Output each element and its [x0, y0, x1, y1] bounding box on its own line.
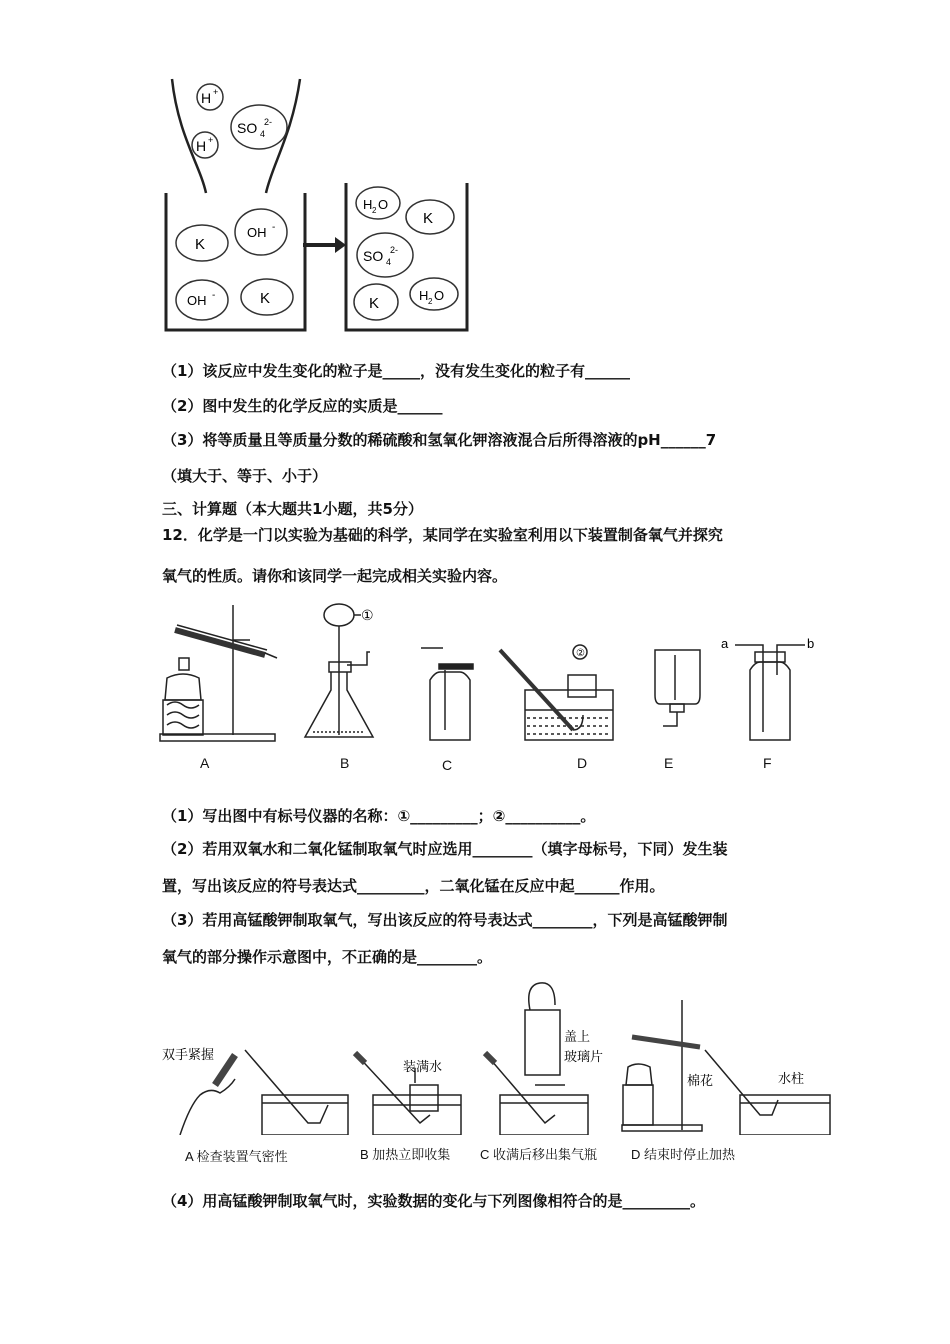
label-b: B: [340, 755, 350, 771]
op-a-label: 双手紧握: [162, 1047, 215, 1062]
apparatus-c: [421, 648, 473, 740]
b1-oh1-charge: -: [272, 222, 276, 233]
q11-part3-hint: （填大于、等于、小于）: [162, 467, 328, 485]
op-d-cotton: 棉花: [687, 1073, 714, 1088]
section-title: 三、计算题（本大题共1小题，共5分）: [162, 500, 423, 518]
op-c-label2: 玻璃片: [564, 1049, 604, 1064]
b2-h2o1-sub: 2: [372, 206, 377, 215]
op-caption-d: D 结束时停止加热: [631, 1147, 736, 1162]
marker-1: ①: [361, 607, 374, 623]
f-port-a: a: [721, 636, 729, 651]
q12-stem-line2: 氧气的性质。请你和该同学一起完成相关实验内容。: [162, 567, 508, 585]
apparatus-f: [735, 645, 805, 740]
ion-h1: H: [201, 90, 212, 106]
q11-part1: （1）该反应中发生变化的粒子是_____，没有发生变化的粒子有______: [162, 362, 630, 380]
op-caption-b: B 加热立即收集: [360, 1147, 451, 1162]
b1-oh1: OH: [247, 225, 267, 240]
b2-k1: K: [423, 210, 434, 227]
op-b-label: 装满水: [403, 1059, 443, 1074]
apparatus-b: [305, 604, 373, 737]
q11-part3: （3）将等质量且等质量分数的稀硫酸和氢氧化钾溶液混合后所得溶液的pH______7: [162, 431, 717, 449]
b2-so4-charge: 2-: [390, 245, 399, 255]
ion-h2: H: [196, 138, 207, 154]
ion-h1-charge: +: [213, 87, 219, 97]
apparatus-a: [160, 605, 277, 741]
apparatus-e: [655, 650, 700, 726]
b2-h2o1: H: [363, 197, 373, 212]
b2-h2o1-tail: O: [378, 197, 389, 212]
ion-so4-charge: 2-: [264, 117, 273, 127]
neutralization-diagram: [160, 75, 480, 340]
label-e: E: [664, 755, 674, 771]
ion-so4-sub: 4: [260, 129, 266, 139]
op-a: [180, 1050, 348, 1135]
ion-h2-charge: +: [208, 135, 214, 145]
b1-oh2: OH: [187, 293, 207, 308]
q12-part4: （4）用高锰酸钾制取氧气时，实验数据的变化与下列图像相符合的是_________。: [162, 1192, 705, 1210]
label-f: F: [763, 755, 772, 771]
b1-k2: K: [260, 290, 271, 307]
ion-so4: SO: [237, 120, 258, 136]
apparatus-d: [500, 645, 613, 740]
b2-h2o2: H: [419, 288, 429, 303]
b2-so4-sub: 4: [386, 257, 392, 267]
q12-part3-line1: （3）若用高锰酸钾制取氧气，写出该反应的符号表达式________，下列是高锰酸钾制: [162, 911, 728, 929]
op-caption-a: A 检查装置气密性: [185, 1149, 288, 1164]
op-caption-c: C 收满后移出集气瓶: [480, 1147, 598, 1162]
apparatus-figure: [155, 600, 835, 780]
b2-k2: K: [369, 295, 380, 312]
q12-part2-line2: 置，写出该反应的符号表达式_________，二氧化锰在反应中起______作用。: [162, 877, 665, 895]
b1-k1: K: [195, 236, 206, 253]
q12-stem-line1: 12．化学是一门以实验为基础的科学，某同学在实验室利用以下装置制备氧气并探究: [162, 526, 723, 544]
q12-part2-line1: （2）若用双氧水和二氧化锰制取氧气时应选用________（填字母标号，下同）发生装: [162, 840, 728, 858]
label-c: C: [442, 757, 453, 773]
label-a: A: [200, 755, 210, 771]
b2-h2o2-tail: O: [434, 288, 445, 303]
q11-part2: （2）图中发生的化学反应的实质是______: [162, 397, 443, 415]
op-d-column: 水柱: [778, 1071, 805, 1086]
op-c-label1: 盖上: [564, 1029, 591, 1044]
label-d: D: [577, 755, 588, 771]
q12-part3-line2: 氧气的部分操作示意图中，不正确的是________。: [162, 948, 493, 966]
f-port-b: b: [807, 636, 815, 651]
op-d: [622, 1000, 830, 1135]
b2-h2o2-sub: 2: [428, 297, 433, 306]
operations-figure: [160, 975, 840, 1135]
b2-so4: SO: [363, 248, 384, 264]
marker-2: ②: [576, 648, 585, 659]
q12-part1: （1）写出图中有标号仪器的名称：①_________；②__________。: [162, 807, 596, 825]
b1-oh2-charge: -: [212, 290, 216, 301]
